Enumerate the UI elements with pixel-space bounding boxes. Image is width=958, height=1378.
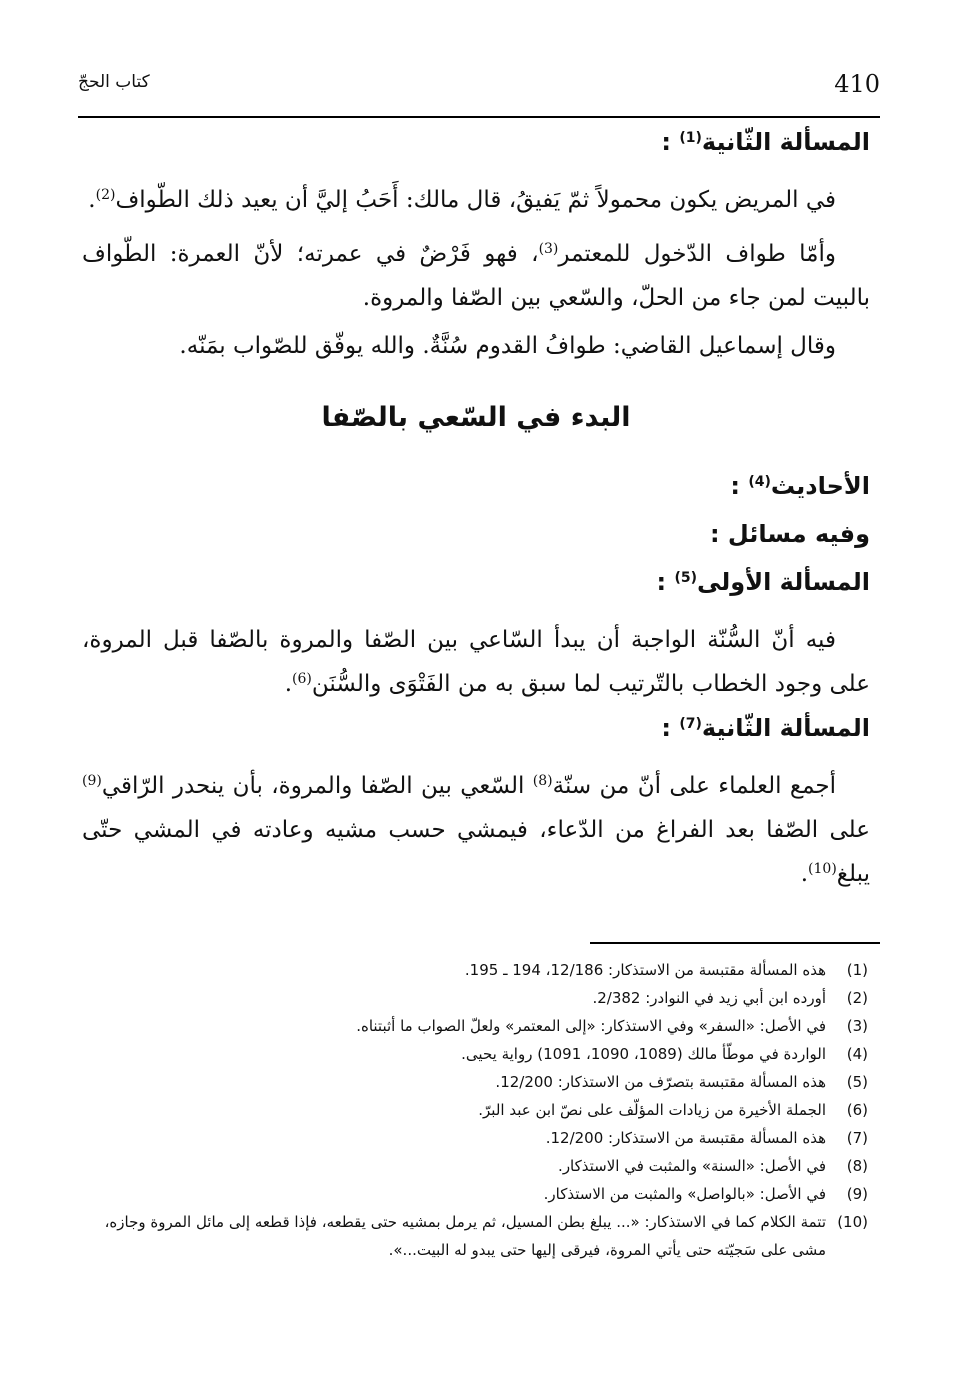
paragraph-text: ، فهو فَرْضٌ في عمرته؛ لأنّ العمرة: الطّواف بالبيت لمن جاء من الحلّ، والسّعي بين الصّفا والمروة. [82,241,870,311]
footnote-number: (9) [846,1185,868,1203]
question-two-b-heading-text: المسألة الثّانية [701,714,870,742]
heading-colon: : [661,128,680,156]
footnote-5 [82,1068,868,1096]
header-rule [78,116,880,118]
footnote-ref: (4) [748,474,771,490]
book-title: كتاب الحجّ [78,72,150,92]
footnotes [82,956,868,1264]
footnote-7 [82,1124,868,1152]
footnote-ref: (6) [292,671,312,687]
footnote-text: هذه المسألة مقتبسة من الاستذكار: 12/186، 194 ـ 195. [464,961,826,979]
footnote-text: في الأصل: «بالواصل» والمثبت من الاستذكار. [543,1185,826,1203]
footnote-ref: (2) [95,187,116,203]
footnote-2 [82,984,868,1012]
footnote-text: الواردة في موطّأ مالك (1089، 1090، 1091) رواية يحيى. [461,1045,826,1063]
heading-colon: : [661,714,680,742]
question-two-b-heading [82,706,870,750]
footnote-9 [82,1180,868,1208]
footnote-6 [82,1096,868,1124]
heading-colon: : [730,472,749,500]
page-number: 410 [834,70,880,98]
footnote-text: أورده ابن أبي زيد في النوادر: 2/382. [592,989,826,1007]
footnote-ref: (9) [82,773,102,789]
question-two-heading [82,120,870,164]
paragraph-sick-person [82,178,870,222]
question-two-heading-text: المسألة الثّانية [701,128,870,156]
footnote-10 [82,1208,868,1264]
footnote-ref: (7) [679,716,702,732]
main-text [82,120,870,896]
footnote-number: (4) [846,1045,868,1063]
footnote-text: في الأصل: «السنة» والمثبت في الاستذكار. [558,1157,826,1175]
paragraph-text: . [800,861,809,887]
footnote-text: تتمة الكلام كما في الاستذكار: «... يبلغ بطن المسيل، ثم يرمل بمشيه حتى يقطعه، فإذا قطعه إلى مائل المروة وجازه، مشى على سَجيّته حتى يأتي المروة، فيرقى إليها حتى يبدو له البيت...». [104,1213,826,1259]
paragraph-scholars-consensus [82,764,870,896]
footnote-number: (6) [846,1101,868,1119]
footnote-text: الجملة الأخيرة من زيادات المؤلّف على نصّ ابن عبد البرّ. [478,1101,826,1119]
footnote-text: هذه المسألة مقتبسة بتصرّف من الاستذكار: 12/200. [495,1073,826,1091]
footnote-number: (7) [846,1129,868,1147]
masail-heading: وفيه مسائل : [709,520,870,548]
footnote-3 [82,1012,868,1040]
footnote-1 [82,956,868,984]
footnote-ref: (5) [674,570,697,586]
paragraph-text: على الصّفا بعد الفراغ من الدّعاء، فيمشي حسب مشيه وعادته في المشي حتّى يبلغ [82,817,870,887]
footnote-4 [82,1040,868,1068]
question-one-heading [82,560,870,604]
footnote-number: (1) [846,961,868,979]
heading-colon: : [656,568,675,596]
footnote-ref: (10) [808,861,837,877]
paragraph-text: السّعي بين الصّفا والمروة، بأن ينحدر الرّاقي [101,773,533,799]
running-header [78,68,880,102]
paragraph-text: فيه أنّ السُّنّة الواجبة أن يبدأ السّاعي بين الصّفا والمروة بالصّفا قبل المروة، على وجود الخطاب بالتّرتيب لما سبق به من الفَتْوَى والسُّنَن [82,627,870,697]
ahadith-heading [82,464,870,508]
footnote-text: في الأصل: «السفر» وفي الاستذكار: «إلى المعتمر» ولعلّ الصواب ما أثبتناه. [356,1017,826,1035]
footnote-ref: (8) [532,773,553,789]
ahadith-heading-text: الأحاديث [770,472,870,500]
paragraph-text: . [88,187,96,213]
paragraph-text: أجمع العلماء على أنّ من سنّة [552,773,836,799]
footnote-8 [82,1152,868,1180]
section-title: البدء في السّعي بالصّفا [321,402,631,433]
footnote-text: هذه المسألة مقتبسة من الاستذكار: 12/200. [545,1129,826,1147]
footnote-number: (5) [846,1073,868,1091]
footnote-number: (10) [837,1213,868,1231]
paragraph-text: في المريض يكون محمولاً ثمّ يَفيقُ، قال مالك: أَحَبُ إليَّ أن يعيد ذلك الطّواف [115,187,836,213]
paragraph-sunnah-order [82,618,870,706]
paragraph-text: . [284,671,293,697]
footnote-separator [590,942,880,944]
question-one-heading-text: المسألة الأولى [697,568,870,596]
footnote-ref: (1) [679,130,702,146]
footnote-number: (3) [846,1017,868,1035]
paragraph-ismail-qadi: وقال إسماعيل القاضي: طوافُ القدوم سُنَّةٌ. والله يوفّق للصّواب بمَنّه. [179,333,836,359]
paragraph-umrah-tawaf [82,232,870,320]
footnote-number: (8) [846,1157,868,1175]
footnote-number: (2) [846,989,868,1007]
footnote-ref: (3) [538,241,559,257]
paragraph-text: وأمّا طواف الدّخول للمعتمر [558,241,836,267]
